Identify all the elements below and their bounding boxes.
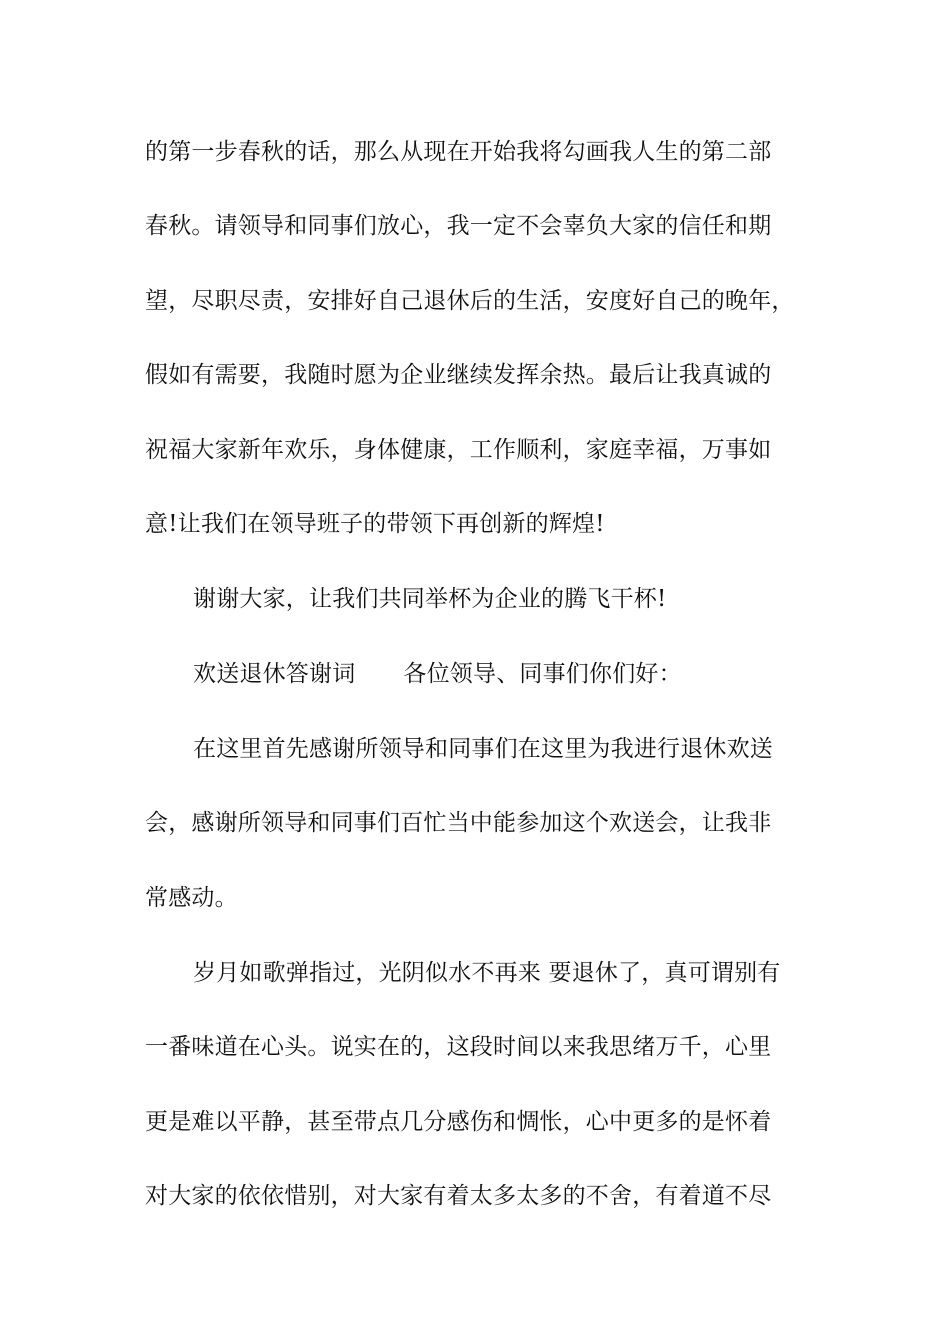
text-line: 更是难以平静，甚至带点几分感伤和惆怅，心中更多的是怀着 bbox=[145, 1109, 772, 1135]
text-line: 一番味道在心头。说实在的，这段时间以来我思绪万千，心里 bbox=[145, 1034, 772, 1060]
text-line: 望，尽职尽责，安排好自己退休后的生活，安度好自己的晚年， bbox=[145, 288, 795, 314]
text-line: 祝福大家新年欢乐，身体健康，工作顺利，家庭幸福，万事如 bbox=[145, 437, 772, 463]
text-line: 意!让我们在领导班子的带领下再创新的辉煌! bbox=[145, 511, 605, 537]
text-line: 谢谢大家，让我们共同举杯为企业的腾飞干杯! bbox=[193, 586, 667, 612]
section-heading: 欢送退休答谢词 bbox=[193, 661, 356, 687]
text-line: 岁月如歌弹指过，光阴似水不再来 要退休了，真可谓别有 bbox=[193, 960, 781, 986]
text-line: 对大家的依依惜别，对大家有着太多太多的不舍，有着道不尽 bbox=[145, 1183, 772, 1209]
text-line: 春秋。请领导和同事们放心，我一定不会辜负大家的信任和期 bbox=[145, 213, 772, 239]
heading-line bbox=[193, 659, 893, 689]
text-line: 假如有需要，我随时愿为企业继续发挥余热。最后让我真诚的 bbox=[145, 362, 772, 388]
salutation: 各位领导、同事们你们好： bbox=[403, 661, 682, 687]
text-line: 常感动。 bbox=[145, 885, 238, 911]
text-line: 的第一步春秋的话，那么从现在开始我将勾画我人生的第二部 bbox=[145, 139, 772, 165]
text-line: 会，感谢所领导和同事们百忙当中能参加这个欢送会，让我非 bbox=[145, 810, 772, 836]
text-line: 在这里首先感谢所领导和同事们在这里为我进行退休欢送 bbox=[193, 736, 773, 762]
